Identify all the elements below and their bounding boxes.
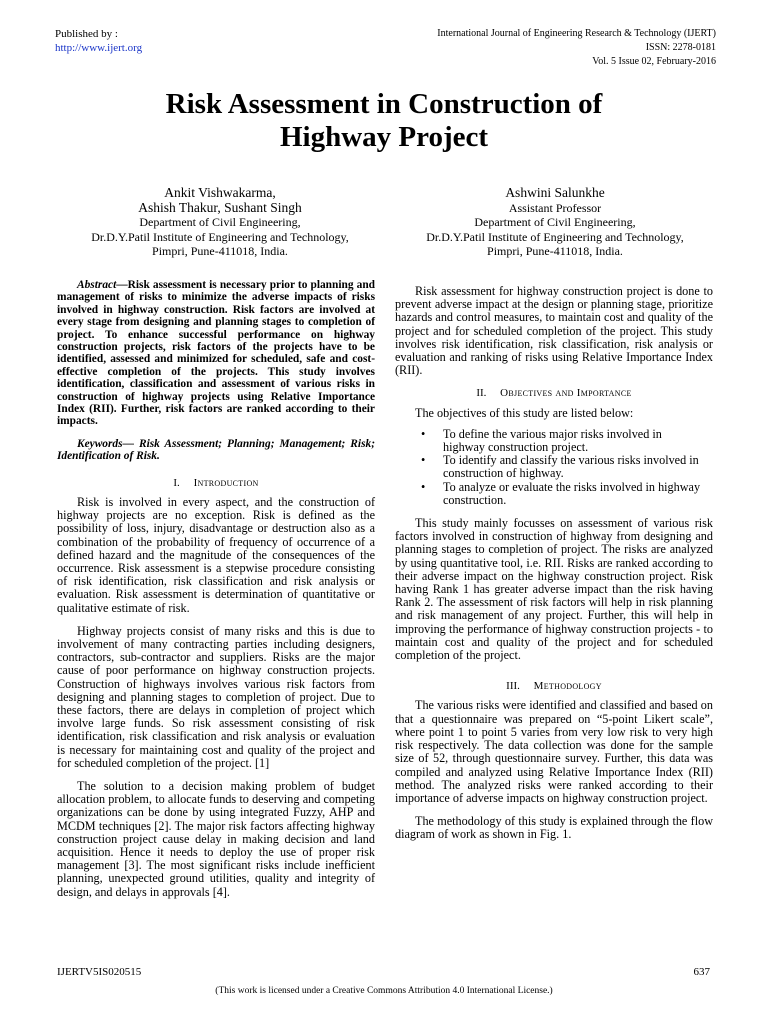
section-number: III. — [506, 680, 520, 693]
section-title: Introduction — [193, 476, 259, 489]
left-column — [57, 279, 375, 899]
keywords — [57, 438, 375, 463]
objective-line-2: highway construction project. — [443, 440, 589, 455]
page-number: 637 — [693, 966, 710, 978]
author-role: Assistant Professor — [508, 200, 602, 215]
list-item — [395, 428, 713, 454]
keywords-text: Risk Assessment; Planning; Management; Risk; Identification of Risk. — [57, 437, 375, 463]
journal-name: International Journal of Engineering Research & Technology (IJERT) — [437, 28, 716, 39]
author-names-1: Ankit Vishwakarma, — [164, 185, 276, 200]
issn: ISSN: 2278-0181 — [645, 42, 716, 53]
author-department: Department of Civil Engineering, — [139, 215, 301, 229]
author-address: Pimpri, Pune-411018, India. — [487, 244, 623, 258]
list-item — [395, 481, 713, 507]
bullet-icon: • — [421, 479, 426, 494]
section-number: II. — [476, 387, 487, 400]
author-institute: Dr.D.Y.Patil Institute of Engineering and Technology, — [426, 229, 684, 244]
objective-line-1: To define the various major risks involved in — [443, 426, 662, 441]
section-heading-objectives — [395, 387, 713, 400]
bullet-icon: • — [421, 453, 426, 468]
title-line-2: Highway Project — [279, 121, 489, 153]
volume-issue: Vol. 5 Issue 02, February-2016 — [592, 56, 716, 67]
objective-line-2: construction. — [443, 492, 507, 507]
journal-info — [356, 27, 716, 69]
intro-paragraph-1: Risk is involved in every aspect, and the construction of highway projects are no exception. Risk is defined as the possibility of loss, injury, disadvantage or destruction also as a combination of the probability of frequency of occurrence of a defined hazard and the magnitude of the consequences of the occurrence. Risk assessment is a stepwise procedure consisting of risk identification, risk classification and risk analysis or evaluation. Risk assessment is determination of quantitative or qualitative estimate of risk. — [57, 494, 375, 615]
objective-line-1: To identify and classify the various risks involved in — [443, 453, 699, 468]
section-number: I. — [173, 476, 180, 489]
objective-line-2: construction of highway. — [443, 466, 564, 481]
author-name: Ashwini Salunkhe — [505, 185, 605, 200]
objective-line-1: To analyze or evaluate the risks involved in highway — [443, 479, 701, 494]
keywords-label: Keywords— — [77, 437, 134, 450]
author-institute: Dr.D.Y.Patil Institute of Engineering and Technology, — [91, 229, 349, 244]
authors-right — [405, 186, 705, 259]
abstract — [57, 279, 375, 428]
bullet-icon: • — [421, 426, 426, 441]
objectives-intro: The objectives of this study are listed below: — [415, 405, 634, 420]
author-address: Pimpri, Pune-411018, India. — [152, 244, 288, 258]
section-heading-introduction — [57, 477, 375, 490]
list-item — [395, 454, 713, 480]
section-heading-methodology — [395, 680, 713, 693]
intro-paragraph-2: Highway projects consist of many risks and this is due to involvement of many contracting parties including designers, contractors, sub-contractor and suppliers. Risks are the major cause of poor performance on highway construction projects. Construction of highways involves various risk factors from designing and planning stages to completion of project. Due to these factors, there are delays in completion of project which involve large funds. So risk assessment consisting of risk identification, risk classification and risk analysis or evaluation is necessary for maintaining cost and quality of the project and for scheduled completion of the project. [1] — [57, 623, 375, 770]
right-paragraph-1: Risk assessment for highway construction project is done to prevent adverse impact at the design or planning stage, prioritize hazards and control measures, to maintain cost and quality of the project and for scheduled completion of the project. This study involves risk identification, risk classification, risk analysis or evaluation and ranking of risks using Relative Importance Index (RII). — [395, 284, 713, 378]
section-title: Methodology — [533, 680, 602, 693]
author-department: Department of Civil Engineering, — [474, 215, 636, 229]
methodology-paragraph-2: The methodology of this study is explained through the flow diagram of work as shown in Fig. 1. — [395, 814, 713, 842]
paper-id: IJERTV5IS020515 — [57, 966, 142, 978]
publisher-info — [55, 27, 142, 55]
paper-title — [0, 88, 768, 154]
objectives-list — [395, 428, 713, 507]
author-names-2: Ashish Thakur, Sushant Singh — [138, 199, 302, 215]
title-line-1: Risk Assessment in Construction of — [165, 88, 603, 120]
right-paragraph-2: This study mainly focusses on assessment of various risk factors involved in construction of highway from designing and planning stages to completion of project. The risks are analyzed by using quantitative tool, i.e. RII. Risks are ranked according to their adverse impact on the highway construction project. Risk having Rank 1 has greater adverse impact than the risk having Rank 2. The assessment of risk factors will help in risk planning and risk management of any project. Further, this will help in improving the performance of highway construction projects - to maintain cost and quality of the project and for scheduled completion of the project. — [395, 516, 713, 663]
abstract-label: Abstract — [77, 279, 117, 291]
published-by-label: Published by : — [55, 28, 118, 40]
license-note: (This work is licensed under a Creative Commons Attribution 4.0 International License.) — [215, 986, 553, 996]
methodology-paragraph-1: The various risks were identified and classified and based on that a questionnaire was prepared on “5-point Likert scale”, where point 1 to point 5 varies from very low risk to very high risk respectively. The data collection was done for the sample size of 52, through questionnaire survey. Further, this data was compiled and analyzed using Relative Importance Index (RII) method. The analyzed risks were ranked according to their importance of adverse impacts on highway construction project. — [395, 698, 713, 805]
intro-paragraph-3: The solution to a decision making problem of budget allocation problem, to allocate funds to deserving and competing organizations can be done by using integrated Fuzzy, AHP and MCDM techniques [2]. The major risk factors affecting highway construction project cause delay in making decision and land acquisition. Hence it needs to deploy the use of proper risk management [3]. The most significant risks include inefficient planning, unexpected ground utilities, quality and integrity of design, and delays in approvals [4]. — [57, 778, 375, 899]
section-title: Objectives and Importance — [500, 387, 632, 400]
authors-left — [70, 186, 370, 259]
journal-url-link[interactable]: http://www.ijert.org — [55, 42, 143, 54]
abstract-text: —Risk assessment is necessary prior to planning and management of risks to minimize the adverse impacts of risks involved in highway construction. Risk factors are involved at every stage from designing and planning stages to completion of project. To enhance successful performance on highway construction projects, risk factors of the projects have to be identified, assessed and minimized for scheduled, safe and cost-effective completion of the projects. This study involves identification, classification and assessment of various risks in construction of highway projects using Relative Importance Index (RII). Further, risk factors are ranked according to their impacts. — [57, 279, 375, 428]
right-column — [395, 285, 713, 842]
